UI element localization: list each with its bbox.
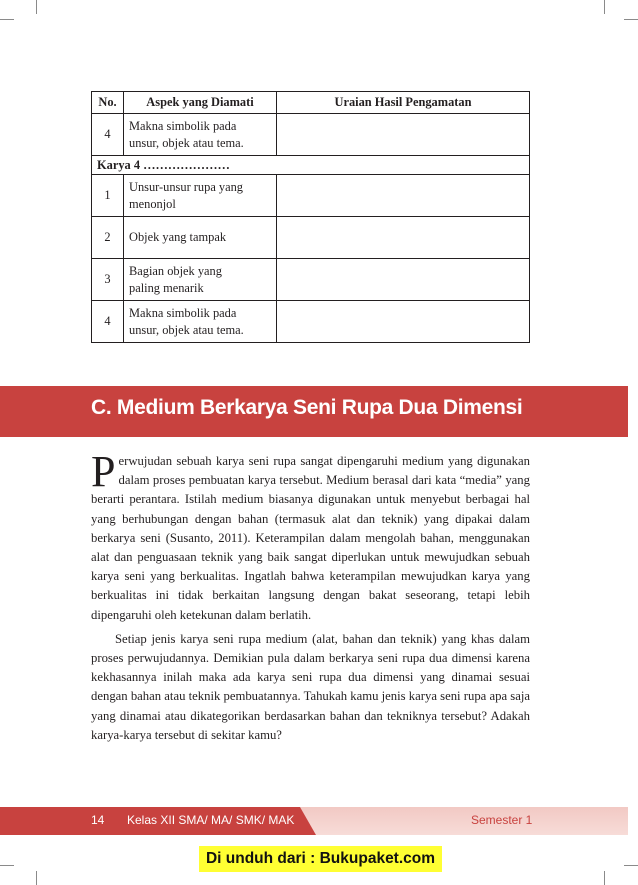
book-title: Kelas XII SMA/ MA/ SMK/ MAK [127,813,295,827]
header-aspek: Aspek yang Diamati [124,92,277,114]
aspek-line: Makna simbolik pada [129,118,237,133]
row-aspek [124,114,277,156]
table-row [92,217,530,259]
paragraph-1 [91,447,530,625]
paragraph-1-text: erwujudan sebuah karya seni rupa sangat dipengaruhi medium yang digunakan dalam proses pembuatan karya tersebut. Medium berasal dari kata “media” yang berarti perantara. Istilah medium biasanya digunakan untuk menyebut berbagai hal yang berhubungan dengan bahan (termasuk alat dan teknik) yang dipakai dalam berkarya seni (Susanto, 2011). Keterampilan dalam mengolah bahan, menggunakan alat dan penguasaan teknik yang baik sangat diperlukan untuk mewujudkan sebuah karya seni yang berkualitas. Ingatlah bahwa keterampilan mewujudkan karya yang berkualitas ini tidak berkaitan langsung dengan bakat seseorang, tetapi lebih dipengaruhi oleh ketekunan dalam berlatih. [91,454,530,622]
aspek-line: menonjol [129,196,176,211]
row-number: 2 [92,217,124,259]
section-body [91,447,530,750]
row-uraian-cell [277,217,530,259]
crop-mark [624,865,638,866]
row-number: 3 [92,259,124,301]
aspek-line: Unsur-unsur rupa yang [129,179,243,194]
row-uraian-cell [277,114,530,156]
crop-mark [624,19,638,20]
paragraph-2: Setiap jenis karya seni rupa medium (alat, bahan dan teknik) yang khas dalam proses perwujudannya. Demikian pula dalam berkarya seni rupa dua dimensi karena kekhasannya inilah maka ada karya seni rupa dua dimensi yang dinamai sesuai dengan bahan atau teknik pembuatannya. Tahukah kamu jenis karya seni rupa apa saja yang dinamai atau dikategorikan berdasarkan bahan dan tekniknya tersebut? Adakah karya-karya tersebut di sekitar kamu? [91,631,530,742]
observation-table [91,91,530,343]
crop-mark [604,871,605,885]
aspek-line: Bagian objek yang [129,263,222,278]
page-number: 14 [91,813,105,827]
semester-label: Semester 1 [471,813,533,827]
crop-mark [36,871,37,885]
row-uraian-cell [277,301,530,343]
section-label: Karya 4 ………………… [92,156,530,175]
section-row [92,156,530,175]
table-row [92,301,530,343]
crop-mark [0,19,14,20]
row-number: 1 [92,175,124,217]
row-aspek [124,301,277,343]
row-uraian-cell [277,175,530,217]
aspek-line: unsur, objek atau tema. [129,322,244,337]
aspek-line: unsur, objek atau tema. [129,135,244,150]
table-row [92,259,530,301]
crop-mark [0,865,14,866]
header-uraian: Uraian Hasil Pengamatan [277,92,530,114]
row-aspek [124,259,277,301]
row-uraian-cell [277,259,530,301]
table-row [92,114,530,156]
section-title: C. Medium Berkarya Seni Rupa Dua Dimensi [91,396,523,419]
download-source-link[interactable]: Di unduh dari : Bukupaket.com [199,846,442,872]
row-number: 4 [92,114,124,156]
row-number: 4 [92,301,124,343]
header-no: No. [92,92,124,114]
crop-mark [36,0,37,14]
aspek-line: Makna simbolik pada [129,305,237,320]
table-row [92,175,530,217]
crop-mark [604,0,605,14]
drop-cap: P [91,447,116,496]
table-header-row [92,92,530,114]
row-aspek: Objek yang tampak [124,217,277,259]
aspek-line: paling menarik [129,280,204,295]
row-aspek [124,175,277,217]
